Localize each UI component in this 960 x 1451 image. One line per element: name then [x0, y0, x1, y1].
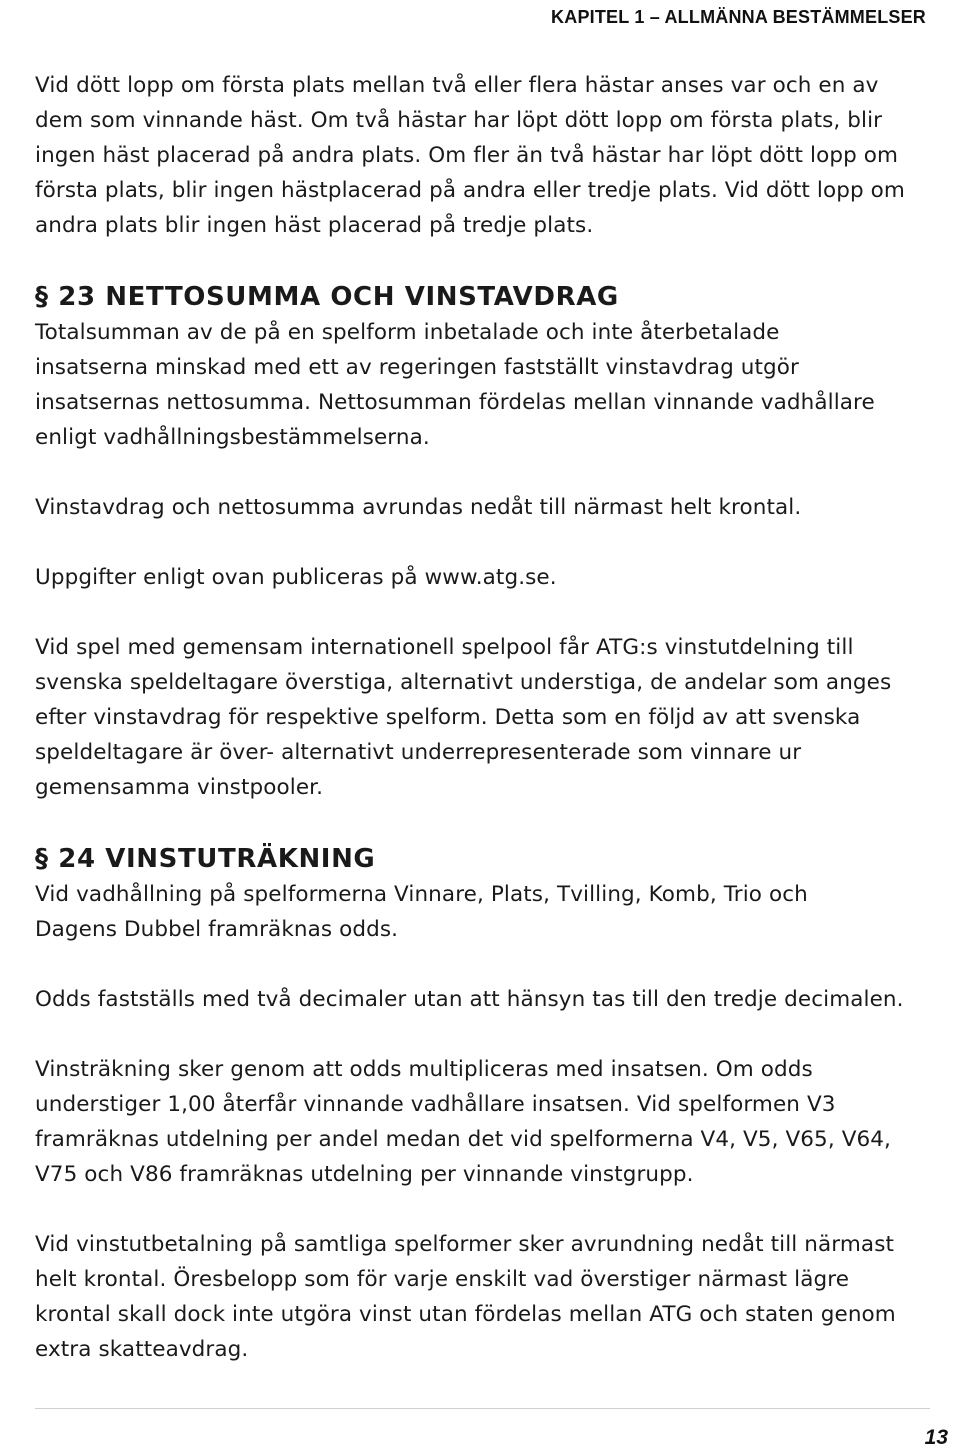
section-23-paragraph-4: Vid spel med gemensam internationell spelpool får ATG:s vinstutdelning till svenska speldeltagare överstiga, alternativt understiga, de andelar som anges efter vinstavdrag för respektive spelform. Detta som en följd av att svenska speldeltagare är över- alternativt underrepresenterade som vinnare ur gemensamma vinstpooler. — [35, 635, 892, 800]
section-23-heading: § 23 NETTOSUMMA OCH VINSTAVDRAG — [35, 282, 619, 312]
chapter-header: KAPITEL 1 – ALLMÄNNA BESTÄMMELSER — [551, 7, 926, 27]
section-24-paragraph-4: Vid vinstutbetalning på samtliga spelformer sker avrundning nedåt till närmast helt krontal. Öresbelopp som för varje enskilt vad överstiger närmast lägre krontal skall dock inte utgöra vinst utan fördelas mellan ATG och staten genom extra skatteavdrag. — [35, 1232, 896, 1362]
page-body — [35, 68, 935, 1367]
footer-divider — [35, 1408, 930, 1409]
section-24-heading: § 24 VINSTUTRÄKNING — [35, 844, 376, 874]
section-23-paragraph-1: Totalsumman av de på en spelform inbetalade och inte återbetalade insatserna minskad med ett av regeringen fastställt vinstavdrag utgör insatsernas nettosumma. Nettosumman fördelas mellan vinnande vadhållare enligt vadhållningsbestämmelserna. — [35, 320, 875, 450]
section-23-paragraph-2: Vinstavdrag och nettosumma avrundas nedåt till närmast helt krontal. — [35, 495, 802, 520]
page-number: 13 — [924, 1426, 948, 1449]
section-24-paragraph-2: Odds fastställs med två decimaler utan att hänsyn tas till den tredje decimalen. — [35, 987, 904, 1012]
intro-paragraph: Vid dött lopp om första plats mellan två eller flera hästar anses var och en av dem som vinnande häst. Om två hästar har löpt dött lopp om första plats, blir ingen häst placerad på andra plats. Om fler än två hästar har löpt dött lopp om första plats, blir ingen hästplacerad på andra eller tredje plats. Vid dött lopp om andra plats blir ingen häst placerad på tredje plats. — [35, 73, 905, 238]
section-24-paragraph-1: Vid vadhållning på spelformerna Vinnare, Plats, Tvilling, Komb, Trio och Dagens Dubbel framräknas odds. — [35, 882, 808, 942]
section-24-paragraph-3: Vinsträkning sker genom att odds multipliceras med insatsen. Om odds understiger 1,00 återfår vinnande vadhållare insatsen. Vid spelformen V3 framräknas utdelning per andel medan det vid spelformerna V4, V5, V65, V64, V75 och V86 framräknas utdelning per vinnande vinstgrupp. — [35, 1057, 891, 1187]
section-23-paragraph-3: Uppgifter enligt ovan publiceras på www.atg.se. — [35, 565, 557, 590]
